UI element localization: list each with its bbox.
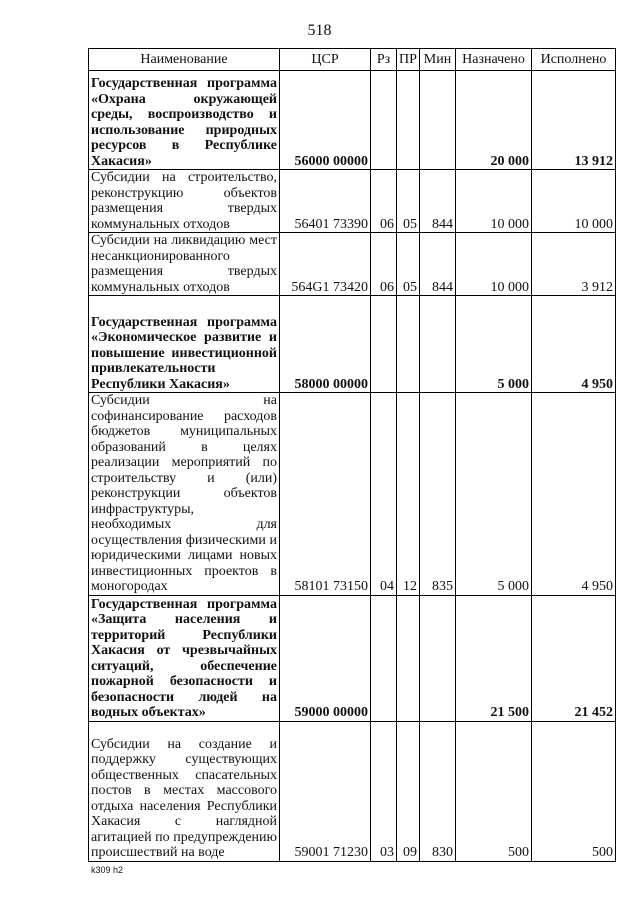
row-rz: 06: [371, 170, 397, 233]
header-csr: ЦСР: [280, 49, 371, 71]
row-name: Субсидии на строительство, реконструкцию объектов размещения твердых коммунальных отходов: [89, 170, 280, 233]
row-assigned: 5 000: [456, 393, 532, 596]
table-header-row: [89, 49, 616, 71]
row-rz: [371, 296, 397, 393]
row-name: Государственная программа «Охрана окружающей среды, воспроизводство и использование природных ресурсов в Республике Хакасия»: [89, 71, 280, 170]
row-pr: 05: [397, 233, 420, 296]
row-pr: [397, 296, 420, 393]
page-number: 518: [307, 22, 332, 39]
row-executed: 3 912: [532, 233, 616, 296]
row-csr: 564G1 73420: [280, 233, 371, 296]
row-assigned: 500: [456, 721, 532, 861]
header-executed: Исполнено: [532, 49, 616, 71]
row-executed: 10 000: [532, 170, 616, 233]
row-name: Субсидии на софинансирование расходов бюджетов муниципальных образований в целях реализации мероприятий по строительству и (или) реконструкции объектов инфраструктуры, необходимых для осуществления физическими и юридическими лицами новых инвестиционных проектов в моногородах: [89, 393, 280, 596]
table-row: [89, 393, 616, 596]
row-min: [420, 296, 456, 393]
header-min: Мин: [420, 49, 456, 71]
budget-table: [88, 48, 616, 862]
row-name: Государственная программа «Экономическое развитие и повышение инвестиционной привлекательности Республики Хакасия»: [89, 296, 280, 393]
row-name: Субсидии на создание и поддержку существующих общественных спасательных постов в местах массового отдыха населения Республики Хакасия с наглядной агитацией по предупреждению происшествий на воде: [89, 721, 280, 861]
row-assigned: 5 000: [456, 296, 532, 393]
table-row: [89, 170, 616, 233]
row-executed: 21 452: [532, 595, 616, 721]
row-assigned: 10 000: [456, 233, 532, 296]
row-min: [420, 71, 456, 170]
row-min: 830: [420, 721, 456, 861]
row-pr: 09: [397, 721, 420, 861]
row-name: Субсидии на ликвидацию мест несанкционированного размещения твердых коммунальных отходов: [89, 233, 280, 296]
row-csr: 56000 00000: [280, 71, 371, 170]
table-row: [89, 595, 616, 721]
row-csr: 58101 73150: [280, 393, 371, 596]
row-executed: 4 950: [532, 296, 616, 393]
table-row: [89, 71, 616, 170]
header-rz: Рз: [371, 49, 397, 71]
table-row: [89, 233, 616, 296]
footer-code: k309 h2: [91, 865, 124, 875]
row-executed: 13 912: [532, 71, 616, 170]
row-csr: 59001 71230: [280, 721, 371, 861]
row-pr: [397, 595, 420, 721]
row-min: [420, 595, 456, 721]
row-pr: 12: [397, 393, 420, 596]
header-name: Наименование: [89, 49, 280, 71]
row-min: 835: [420, 393, 456, 596]
row-rz: 03: [371, 721, 397, 861]
row-assigned: 10 000: [456, 170, 532, 233]
row-name: Государственная программа «Защита населения и территорий Республики Хакасия от чрезвычайных ситуаций, обеспечение пожарной безопасности и безопасности людей на водных объектах»: [89, 595, 280, 721]
table-row: [89, 296, 616, 393]
row-executed: 500: [532, 721, 616, 861]
row-rz: 04: [371, 393, 397, 596]
row-rz: [371, 71, 397, 170]
row-executed: 4 950: [532, 393, 616, 596]
header-assigned: Назначено: [456, 49, 532, 71]
row-assigned: 21 500: [456, 595, 532, 721]
row-min: 844: [420, 170, 456, 233]
row-pr: [397, 71, 420, 170]
row-csr: 56401 73390: [280, 170, 371, 233]
row-csr: 59000 00000: [280, 595, 371, 721]
row-assigned: 20 000: [456, 71, 532, 170]
row-pr: 05: [397, 170, 420, 233]
row-min: 844: [420, 233, 456, 296]
table-row: [89, 721, 616, 861]
row-csr: 58000 00000: [280, 296, 371, 393]
row-rz: 06: [371, 233, 397, 296]
row-rz: [371, 595, 397, 721]
header-pr: ПР: [397, 49, 420, 71]
